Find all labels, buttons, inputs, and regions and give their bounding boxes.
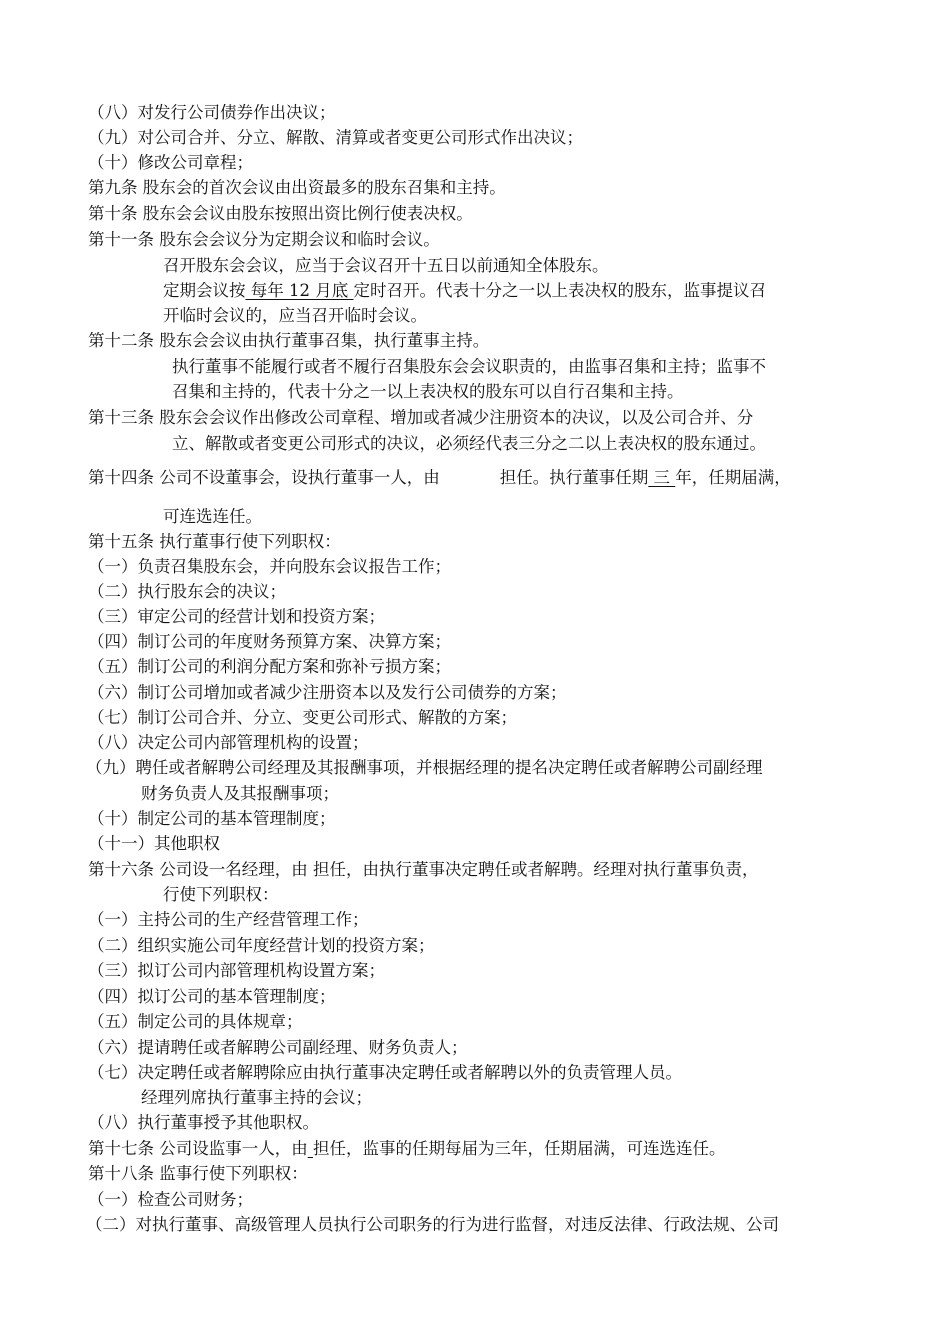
- article-14-after: 年，任期届满，: [675, 468, 791, 487]
- director-power-11: （十一）其他职权: [88, 834, 220, 853]
- article-10: 第十条 股东会会议由股东按照出资比例行使表决权。: [88, 204, 473, 223]
- article-11-cont: 开临时会议的，应当召开临时会议。: [163, 306, 427, 325]
- article-11-regular-meeting: [163, 279, 766, 303]
- director-power-7: （七）制订公司合并、分立、变更公司形式、解散的方案；: [88, 708, 517, 727]
- director-power-3: （三）审定公司的经营计划和投资方案；: [88, 607, 385, 626]
- meeting-date-field: 每年 12 月底: [245, 281, 354, 300]
- term-years-field: 三: [648, 468, 676, 487]
- director-power-9: （九）聘任或者解聘公司经理及其报酬事项，并根据经理的提名决定聘任或者解聘公司副经理: [86, 758, 763, 777]
- clause-9-merger: （九）对公司合并、分立、解散、清算或者变更公司形式作出决议；: [88, 128, 583, 147]
- director-power-6: （六）制订公司增加或者减少注册资本以及发行公司债券的方案；: [88, 683, 567, 702]
- article-13: 第十三条 股东会会议作出修改公司章程、增加或者减少注册资本的决议，以及公司合并、分: [88, 408, 754, 427]
- manager-power-2: （二）组织实施公司年度经营计划的投资方案；: [88, 936, 435, 955]
- manager-power-7-cont: 经理列席执行董事主持的会议；: [141, 1088, 372, 1107]
- article-17: [88, 1137, 726, 1161]
- director-power-1: （一）负责召集股东会，并向股东会议报告工作；: [88, 557, 451, 576]
- manager-power-6: （六）提请聘任或者解聘公司副经理、财务负责人；: [88, 1038, 468, 1057]
- article-11-notice: 召开股东会会议，应当于会议召开十五日以前通知全体股东。: [163, 256, 609, 275]
- article-14-mid: 担任。执行董事任期: [499, 468, 649, 487]
- manager-power-1: （一）主持公司的生产经营管理工作；: [88, 910, 369, 929]
- manager-power-8: （八）执行董事授予其他职权。: [88, 1113, 319, 1132]
- director-power-9-cont: 财务负责人及其报酬事项；: [141, 784, 339, 803]
- clause-10-amend: （十）修改公司章程；: [88, 153, 253, 172]
- article-16: 第十六条 公司设一名经理，由 担任，由执行董事决定聘任或者解聘。经理对执行董事负责，: [88, 860, 759, 879]
- article-15: 第十五条 执行董事行使下列职权：: [88, 532, 341, 551]
- clause-8-bonds: （八）对发行公司债券作出决议；: [88, 103, 336, 122]
- article-17-after: 担任，监事的任期每届为三年，任期届满，可连选连任。: [313, 1139, 726, 1158]
- manager-power-7: （七）决定聘任或者解聘除应由执行董事决定聘任或者解聘以外的负责管理人员。: [88, 1063, 682, 1082]
- director-power-2: （二）执行股东会的决议；: [88, 582, 286, 601]
- meeting-text-before: 定期会议按: [163, 281, 246, 300]
- article-14-before: 第十四条 公司不设董事会，设执行董事一人，由: [88, 468, 440, 487]
- director-power-10: （十）制定公司的基本管理制度；: [88, 809, 336, 828]
- supervisor-power-2: （二）对执行董事、高级管理人员执行公司职务的行为进行监督，对违反法律、行政法规、公司: [86, 1215, 779, 1234]
- article-17-before: 第十七条 公司设监事一人，由: [88, 1139, 308, 1158]
- article-12-para1: 执行董事不能履行或者不履行召集股东会会议职责的，由监事召集和主持；监事不: [172, 357, 766, 376]
- meeting-text-after: 定时召开。代表十分之一以上表决权的股东，监事提议召: [353, 281, 766, 300]
- article-16-cont: 行使下列职权：: [163, 885, 279, 904]
- manager-power-3: （三）拟订公司内部管理机构设置方案；: [88, 961, 385, 980]
- article-12: 第十二条 股东会会议由执行董事召集，执行董事主持。: [88, 331, 490, 350]
- article-13-cont: 立、解散或者变更公司形式的决议，必须经代表三分之二以上表决权的股东通过。: [172, 434, 766, 453]
- director-power-8: （八）决定公司内部管理机构的设置；: [88, 733, 369, 752]
- supervisor-power-1: （一）检查公司财务；: [88, 1190, 253, 1209]
- article-18: 第十八条 监事行使下列职权：: [88, 1164, 308, 1183]
- director-power-5: （五）制订公司的利润分配方案和弥补亏损方案；: [88, 657, 451, 676]
- article-12-para2: 召集和主持的，代表十分之一以上表决权的股东可以自行召集和主持。: [172, 382, 684, 401]
- article-9: 第九条 股东会的首次会议由出资最多的股东召集和主持。: [88, 178, 506, 197]
- manager-power-5: （五）制定公司的具体规章；: [88, 1012, 303, 1031]
- article-11: 第十一条 股东会会议分为定期会议和临时会议。: [88, 230, 440, 249]
- manager-power-4: （四）拟订公司的基本管理制度；: [88, 987, 336, 1006]
- article-14-cont: 可连选连任。: [163, 507, 262, 526]
- article-14: [88, 466, 791, 490]
- director-power-4: （四）制订公司的年度财务预算方案、决算方案；: [88, 632, 451, 651]
